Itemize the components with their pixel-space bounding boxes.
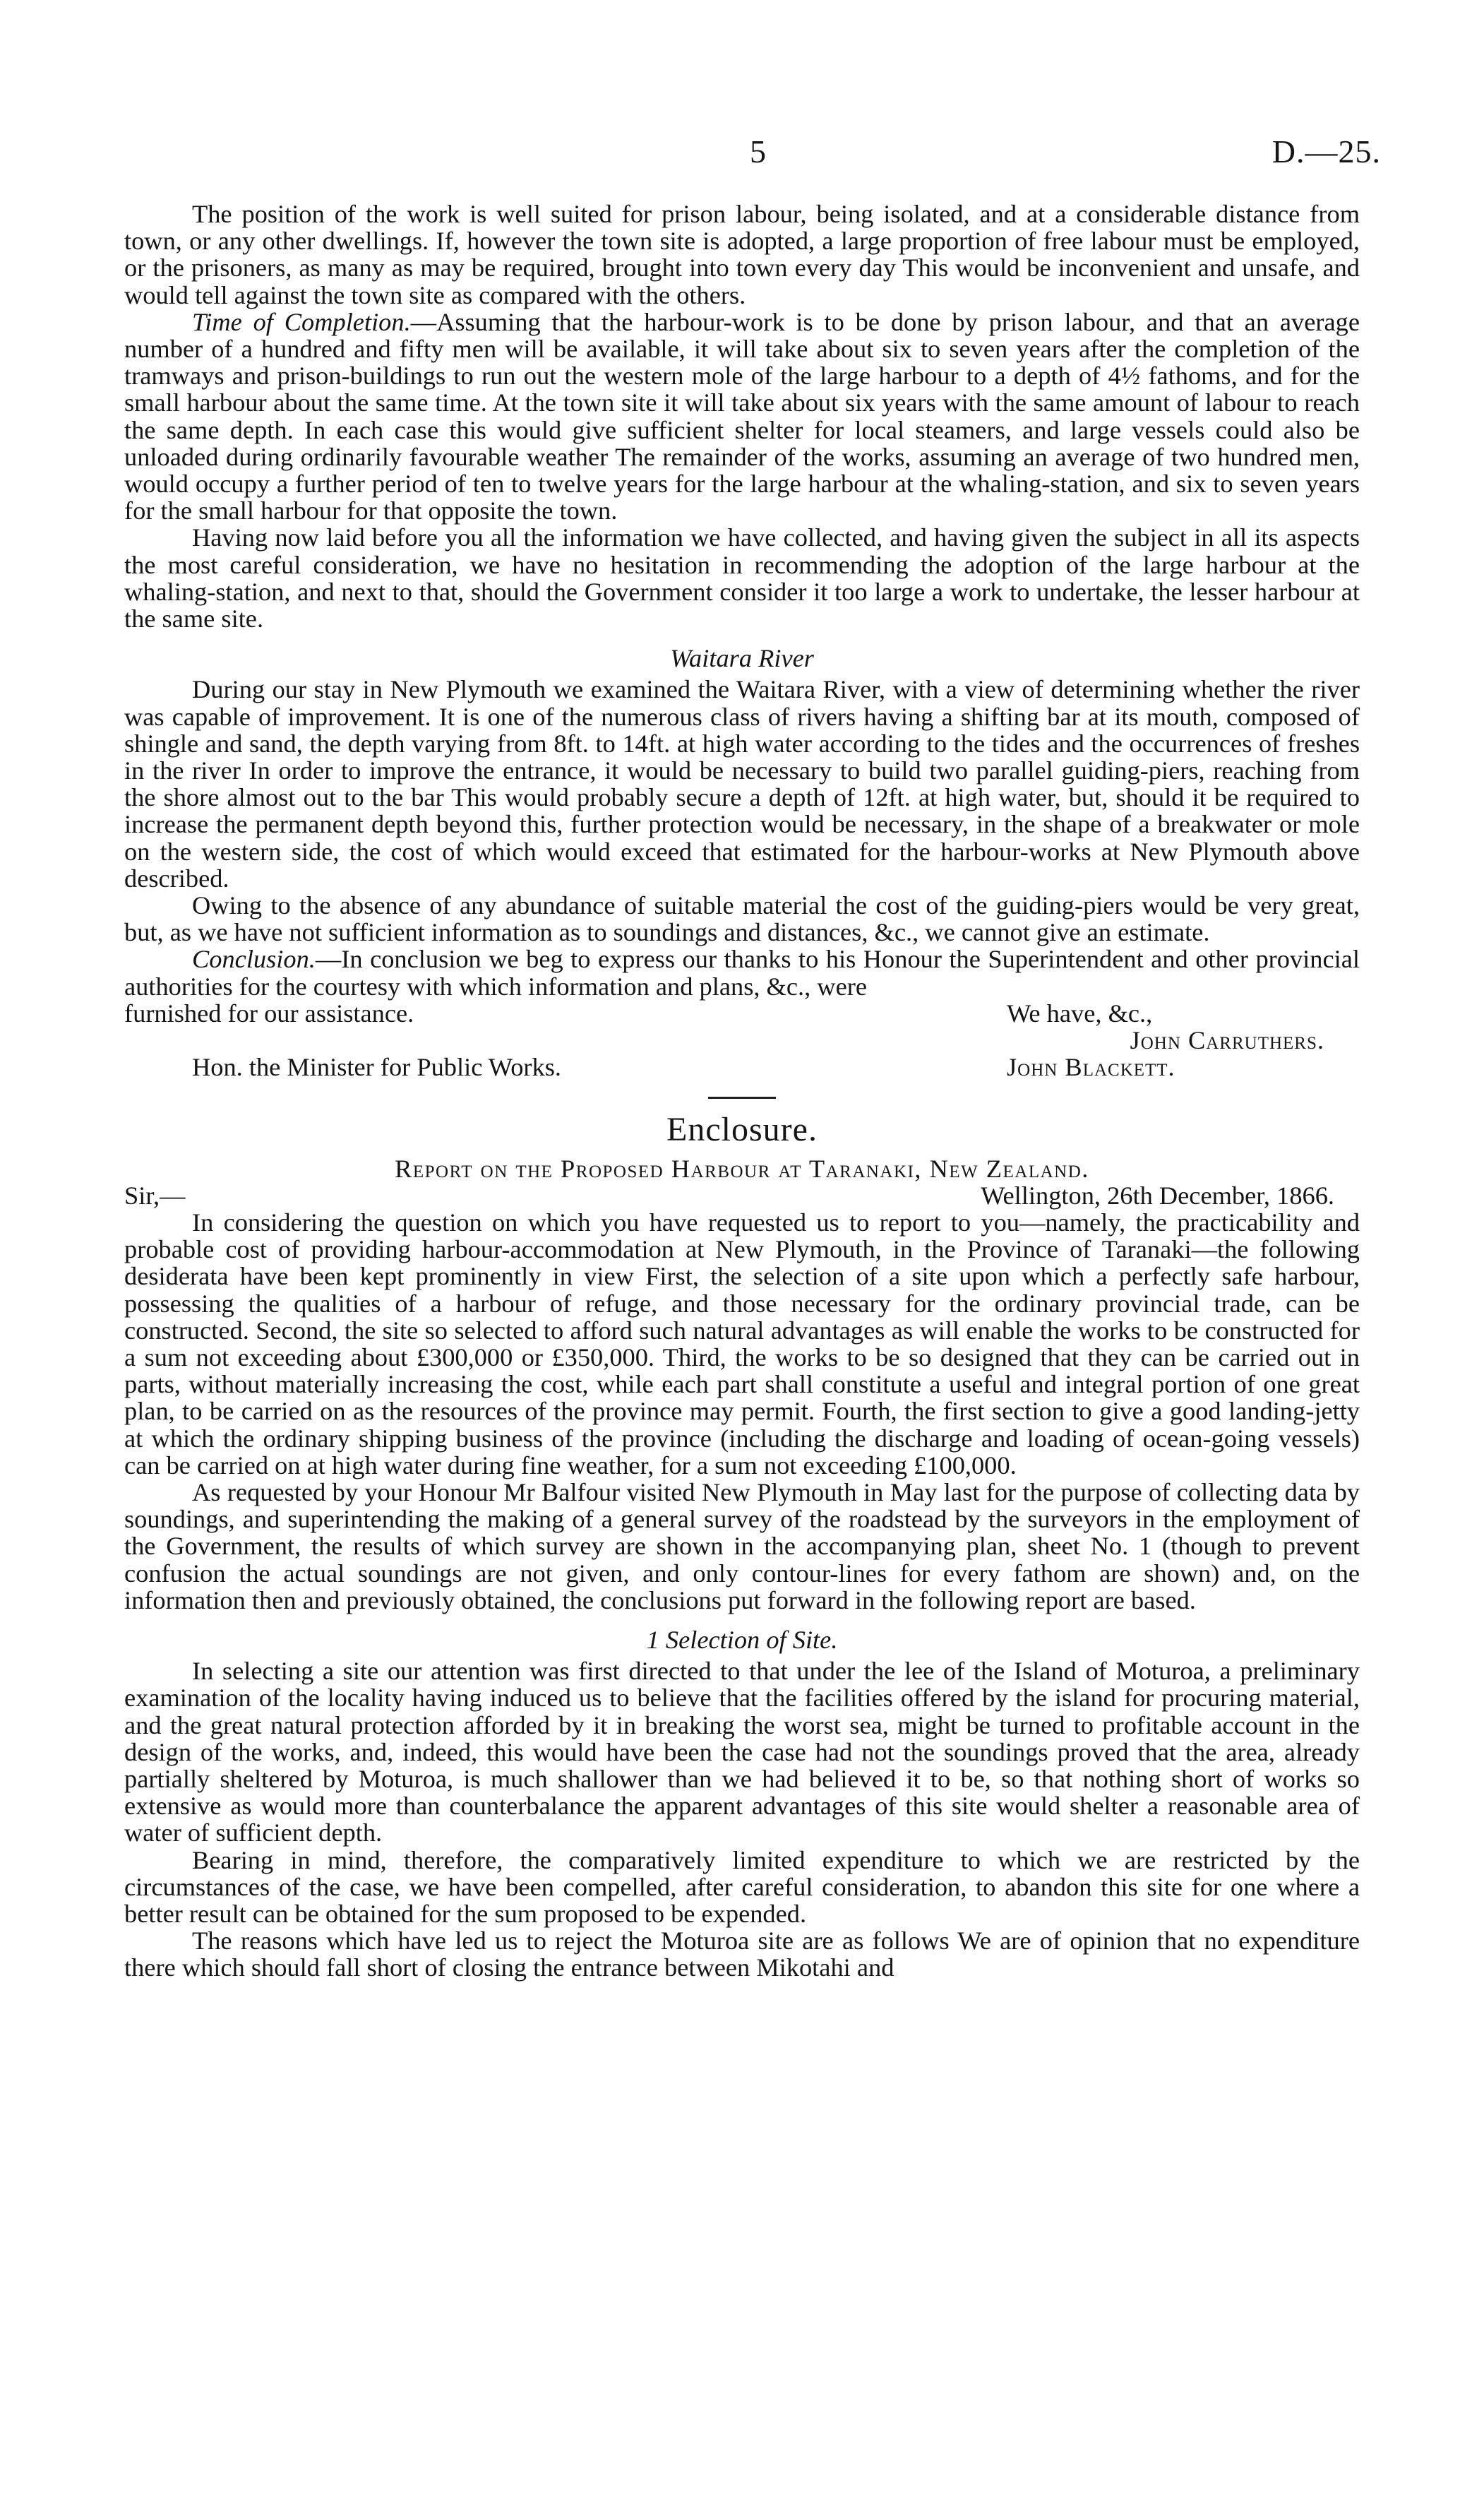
paragraph-waitara-examination: During our stay in New Plymouth we examined the Waitara River, with a view of determining whether the river was capable of improvement. It is one of the numerous class of rivers having a shifting bar at its mouth, composed of shingle and sand, the depth varying from 8ft. to 14ft. at high water according to the tides and the occurrences of freshes in the river In order to improve the entrance, it would be necessary to build two parallel guiding-piers, reaching from the shore almost out to the bar This would probably secure a depth of 12ft. at high water, but, should it be required to increase the permanent depth beyond this, further protection would be necessary, in the shape of a breakwater or mole on the western side, the cost of which would exceed that estimated for the harbour-works at New Plymouth above described.: [124, 675, 1360, 893]
paragraph-recommendation: Having now laid before you all the information we have collected, and having given the subject in all its aspects the most careful consideration, we have no hesitation in recommending the adoption of the large harbour at the whaling-station, and next to that, should the Government consider it too large a work to undertake, the lesser harbour at the same site.: [124, 523, 1360, 633]
waitara-river-heading: Waitara River: [670, 644, 814, 673]
addressee: Hon. the Minister for Public Works.: [192, 1053, 562, 1082]
paragraph-time-of-completion: [124, 309, 1360, 525]
paragraph-reasons: The reasons which have led us to reject the Moturoa site are as follows We are of opinion that no expenditure there which should fall short of closing the entrance between Mikotahi and: [124, 1927, 1360, 1982]
paragraph-conclusion: [124, 946, 1360, 999]
document-reference: D.—25.: [1271, 133, 1381, 169]
signature-block: [124, 1000, 1360, 1081]
signer-blackett: John Blackett.: [1007, 1053, 1175, 1082]
paragraph-expenditure: Bearing in mind, therefore, the comparatively limited expenditure to which we are restricted by the circumstances of the case, we have been compelled, after careful consideration, to abandon this site for one where a better result can be obtained for the sum proposed to be expended.: [124, 1845, 1360, 1928]
enclosure-title: Enclosure.: [666, 1110, 818, 1148]
time-of-completion-text: —Assuming that the harbour-work is to be done by prison labour, and that an average number of a hundred and fifty men will be available, it will take about six to seven years after the completion of the tramways and prison-buildings to run out the western mole of the large harbour to a depth of 4½ fathoms, and for the small harbour about the same time. At the town site it will take about six years with the same amount of labour to reach the same depth. In each case this would give sufficient shelter for local steamers, and large vessels could also be unloaded during ordinarily favourable weather The remainder of the works, assuming an average of two hundred men, would occupy a further period of ten to twelve years for the large harbour at the whaling-station, and six to seven years for the small harbour for that opposite the town.: [124, 307, 1360, 525]
salutation: Sir,—: [124, 1181, 186, 1210]
date-line: Wellington, 26th December, 1866.: [981, 1181, 1334, 1210]
document-body: [124, 201, 1360, 1982]
salutation-row: [124, 1182, 1360, 1209]
signer-carruthers: John Carruthers.: [1130, 1026, 1324, 1055]
paragraph-moturoa-lee: In selecting a site our attention was first directed to that under the lee of the Island of Moturoa, a preliminary examination of the locality having induced us to believe that the facilities offered by the island for procuring material, and the great natural protection afforded by it in breaking the worst sea, might be turned to profitable account in the design of the works, and, indeed, this would have been the case had not the soundings proved that the area, already partially sheltered by Moturoa, is much shallower than we had believed it to be, so that nothing short of works so extensive as would more than counterbalance the apparent advantages of this site would shelter a reasonable area of water of sufficient depth.: [124, 1657, 1360, 1847]
paragraph-prison-labour: The position of the work is well suited for prison labour, being isolated, and at a considerable distance from town, or any other dwellings. If, however the town site is adopted, a large proportion of free labour must be employed, or the prisoners, as many as may be required, brought into town every day This would be inconvenient and unsafe, and would tell against the town site as compared with the others.: [124, 200, 1360, 309]
page-header: [0, 133, 1484, 175]
selection-of-site-heading: 1 Selection of Site.: [646, 1625, 838, 1654]
time-of-completion-label: Time of Completion.: [192, 307, 411, 336]
paragraph-waitara-cost: Owing to the absence of any abundance of suitable material the cost of the guiding-piers would be very great, but, as we have not sufficient information as to soundings and distances, &c., we cannot give an estimate.: [124, 891, 1360, 947]
section-divider: [708, 1097, 776, 1099]
conclusion-label: Conclusion.: [192, 945, 316, 974]
signature-closing: We have, &c.,: [1007, 999, 1153, 1028]
conclusion-text: —In conclusion we beg to express our thanks to his Honour the Superintendent and other provincial authorities for the courtesy with which information and plans, &c., were: [124, 945, 1360, 1001]
conclusion-last-line: furnished for our assistance.: [124, 999, 414, 1028]
page-number: 5: [750, 133, 766, 169]
paragraph-desiderata: In considering the question on which you have requested us to report to you—namely, the practicability and probable cost of providing harbour-accommodation at New Plymouth, in the Province of Taranaki—the following desiderata have been kept prominently in view First, the selection of a site upon which a perfectly safe harbour, possessing the qualities of a harbour of refuge, and those necessary for the ordinary provincial trade, can be constructed. Second, the site so selected to afford such natural advantages as will enable the works to be constructed for a sum not exceeding about £300,000 or £350,000. Third, the works to be so designed that they can be carried out in parts, without materially increasing the cost, while each part shall constitute a useful and integral portion of one great plan, to be carried on as the resources of the province may permit. Fourth, the first section to give a good landing-jetty at which the ordinary shipping business of the province (including the discharge and loading of ocean-going vessels) can be carried on at high water during fine weather, for a sum not exceeding £100,000.: [124, 1208, 1360, 1479]
paragraph-survey: As requested by your Honour Mr Balfour visited New Plymouth in May last for the purpose of collecting data by soundings, and superintending the making of a general survey of the roadstead by the surveyors in the employment of the Government, the results of which survey are shown in the accompanying plan, sheet No. 1 (though to prevent confusion the actual soundings are not given, and only contour-lines for every fathom are shown) and, on the information then and previously obtained, the conclusions put forward in the following report are based.: [124, 1477, 1360, 1614]
report-title: Report on the Proposed Harbour at Taranaki, New Zealand.: [395, 1154, 1089, 1183]
